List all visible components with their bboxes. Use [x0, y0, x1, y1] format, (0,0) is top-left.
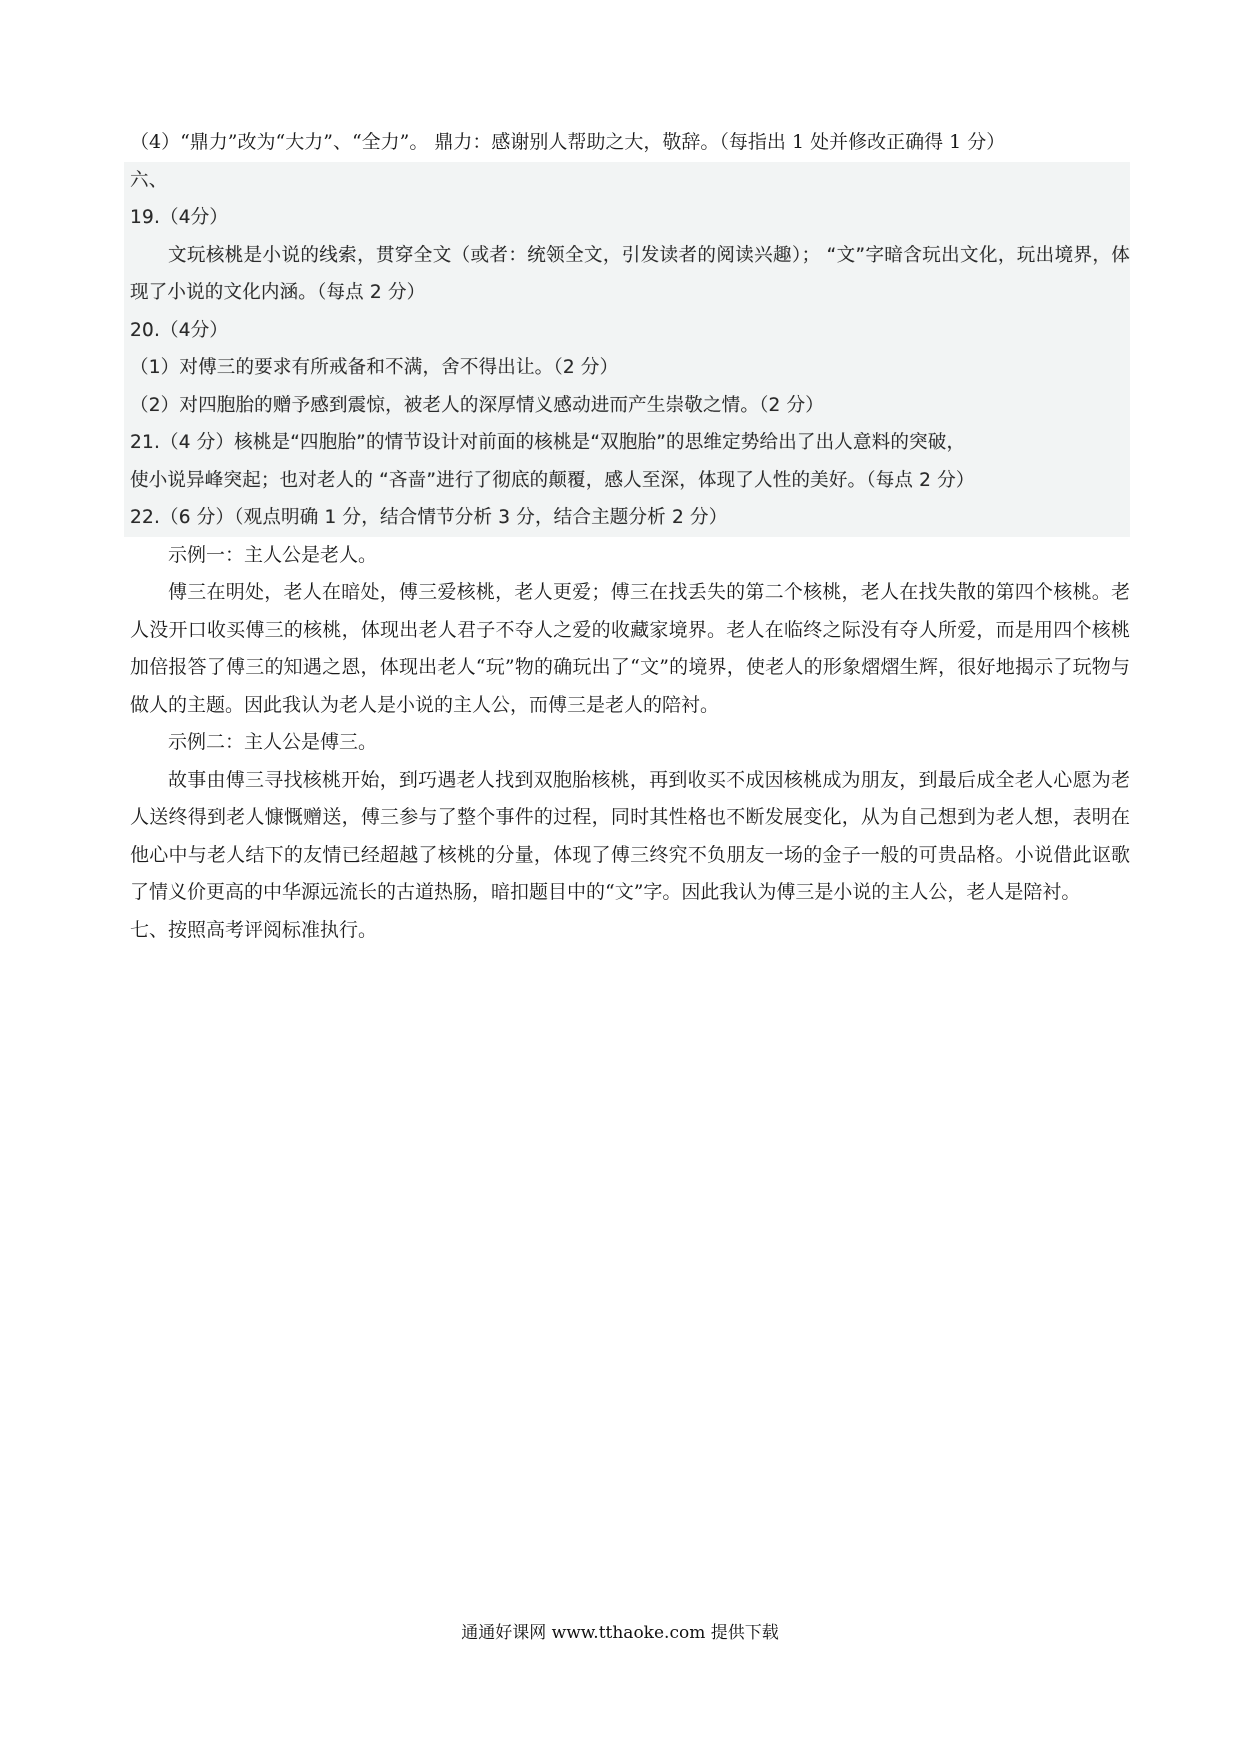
answer-content	[130, 124, 1130, 949]
q21-answer-line-2: 使小说异峰突起；也对老人的 “吝啬”进行了彻底的颠覆，感人至深，体现了人性的美好。（每点 2 分）	[130, 469, 975, 491]
example-1-title: 示例一：主人公是老人。	[168, 543, 378, 566]
scanned-answer-block	[124, 162, 1130, 537]
q21-answer-line-1: 21.（4 分）核桃是“四胞胎”的情节设计对前面的核桃是“双胞胎”的思维定势给出了出人意料的突破，	[130, 432, 966, 453]
q20-answer-2: （2）对四胞胎的赠予感到震惊，被老人的深厚情义感动进而产生崇敬之情。（2 分）	[130, 394, 824, 416]
section-7-line: 七、按照高考评阅标准执行。	[130, 918, 378, 941]
q19-answer: 文玩核桃是小说的线索，贯穿全文（或者：统领全文，引发读者的阅读兴趣）； “文”字暗含玩出文化，玩出境界，体现了小说的文化内涵。（每点 2 分）	[130, 244, 1130, 303]
q20-answer-1: （1）对傅三的要求有所戒备和不满，舍不得出让。（2 分）	[130, 357, 619, 378]
example-2-body: 故事由傅三寻找核桃开始，到巧遇老人找到双胞胎核桃，再到收买不成因核桃成为朋友，到最后成全老人心愿为老人送终得到老人慷慨赠送，傅三参与了整个事件的过程，同时其性格也不断发展变化，从为自己想到为老人想，表明在他心中与老人结下的友情已经超越了核桃的分量，体现了傅三终究不负朋友一场的金子一般的可贵品格。小说借此讴歌了情义价更高的中华源远流长的古道热肠，暗扣题目中的“文”字。因此我认为傅三是小说的主人公，老人是陪衬。	[130, 768, 1130, 903]
section-6-heading: 六、	[130, 169, 168, 191]
example-2-title: 示例二：主人公是傅三。	[168, 731, 378, 753]
q19-heading: 19.（4分）	[130, 207, 229, 228]
footer-source: 通通好课网 www.tthaoke.com 提供下载	[461, 1623, 779, 1643]
example-1-body: 傅三在明处，老人在暗处，傅三爱核桃，老人更爱；傅三在找丢失的第二个核桃，老人在找失散的第四个核桃。老人没开口收买傅三的核桃，体现出老人君子不夺人之爱的收藏家境界。老人在临终之际没有夺人所爱，而是用四个核桃加倍报答了傅三的知遇之恩，体现出老人“玩”物的确玩出了“文”的境界，使老人的形象熠熠生辉，很好地揭示了玩物与做人的主题。因此我认为老人是小说的主人公，而傅三是老人的陪衬。	[130, 581, 1130, 716]
q4-revision-line: （4）“鼎力”改为“大力”、“全力”。 鼎力：感谢别人帮助之大，敬辞。（每指出 1 处并修改正确得 1 分）	[130, 131, 1006, 153]
q22-heading: 22.（6 分）（观点明确 1 分，结合情节分析 3 分，结合主题分析 2 分）	[130, 507, 728, 528]
q20-heading: 20.（4分）	[130, 319, 229, 341]
